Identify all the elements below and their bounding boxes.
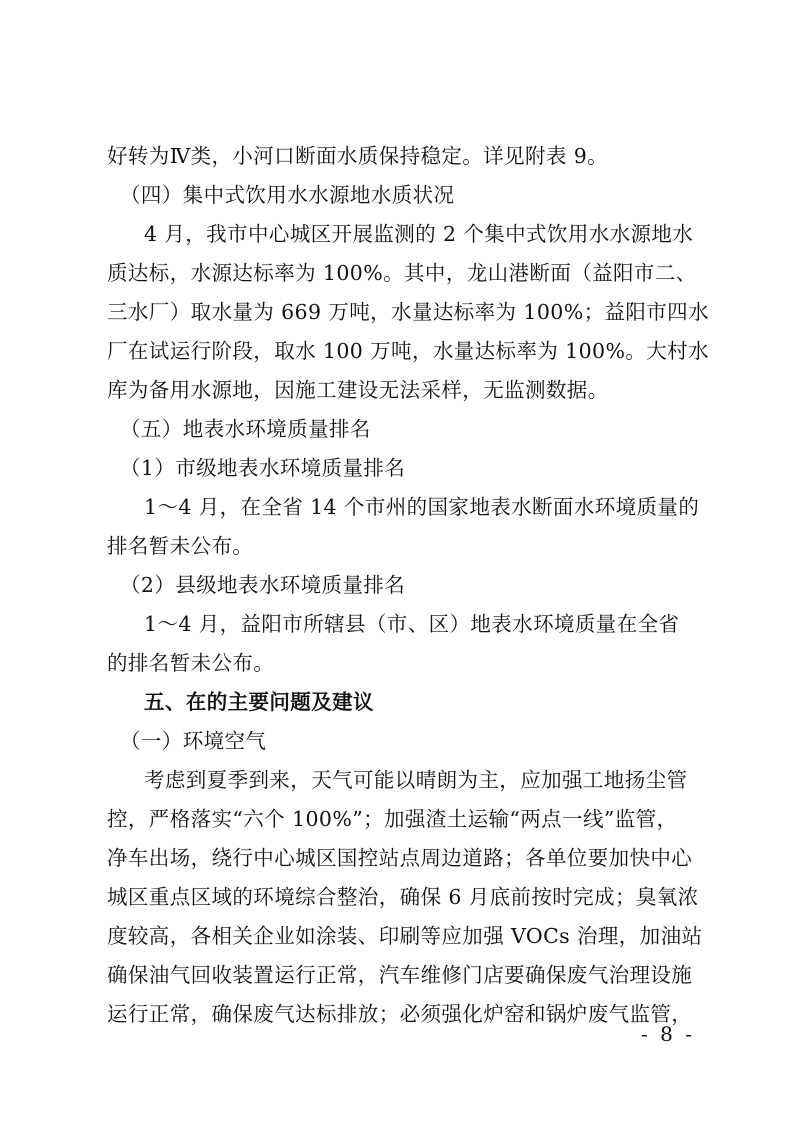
page-number: - 8 - bbox=[641, 1022, 695, 1046]
body-text-line: 排名暂未公布。 bbox=[107, 534, 254, 558]
body-text-line: 城区重点区域的环境综合整治，确保 6 月底前按时完成；臭氧浓 bbox=[107, 885, 699, 909]
body-text-line: 考虑到夏季到来，天气可能以晴朗为主，应加强工地扬尘管 bbox=[144, 768, 688, 792]
section-heading-1: （一）环境空气 bbox=[120, 729, 267, 753]
body-text-line: 确保油气回收装置运行正常，汽车维修门店要确保废气治理设施 bbox=[107, 963, 693, 987]
section-heading-4: （四）集中式饮用水水源地水质状况 bbox=[120, 183, 455, 207]
body-text-line: 1～4 月，益阳市所辖县（市、区）地表水环境质量在全省 bbox=[144, 612, 680, 636]
body-text-line: 好转为Ⅳ类，小河口断面水质保持稳定。详见附表 9。 bbox=[107, 144, 609, 168]
subsection-heading-2: （2）县级地表水环境质量排名 bbox=[120, 573, 406, 597]
body-text-line: 厂在试运行阶段，取水 100 万吨，水量达标率为 100%。大村水 bbox=[107, 339, 709, 363]
body-text-line: 4 月，我市中心城区开展监测的 2 个集中式饮用水水源地水 bbox=[144, 222, 694, 246]
body-text-line: 库为备用水源地，因施工建设无法采样，无监测数据。 bbox=[107, 378, 609, 402]
body-text-line: 三水厂）取水量为 669 万吨，水量达标率为 100%；益阳市四水 bbox=[107, 300, 709, 324]
body-text-line: 质达标，水源达标率为 100%。其中，龙山港断面（益阳市二、 bbox=[107, 261, 697, 285]
body-text-line: 度较高，各相关企业如涂装、印刷等应加强 VOCs 治理，加油站 bbox=[107, 924, 703, 948]
section-heading-5: （五）地表水环境质量排名 bbox=[120, 417, 371, 441]
body-text-line: 控，严格落实“六个 100%”；加强渣土运输“两点一线”监管， bbox=[107, 807, 678, 831]
body-text-line: 1～4 月，在全省 14 个市州的国家地表水断面水环境质量的 bbox=[144, 495, 700, 519]
body-text-line: 净车出场，绕行中心城区国控站点周边道路；各单位要加快中心 bbox=[107, 846, 693, 870]
subsection-heading-1: （1）市级地表水环境质量排名 bbox=[120, 456, 406, 480]
chapter-heading-5: 五、在的主要问题及建议 bbox=[144, 690, 374, 714]
body-text-line: 的排名暂未公布。 bbox=[107, 651, 275, 675]
body-text-line: 运行正常，确保废气达标排放；必须强化炉窑和锅炉废气监管， bbox=[107, 1002, 693, 1026]
